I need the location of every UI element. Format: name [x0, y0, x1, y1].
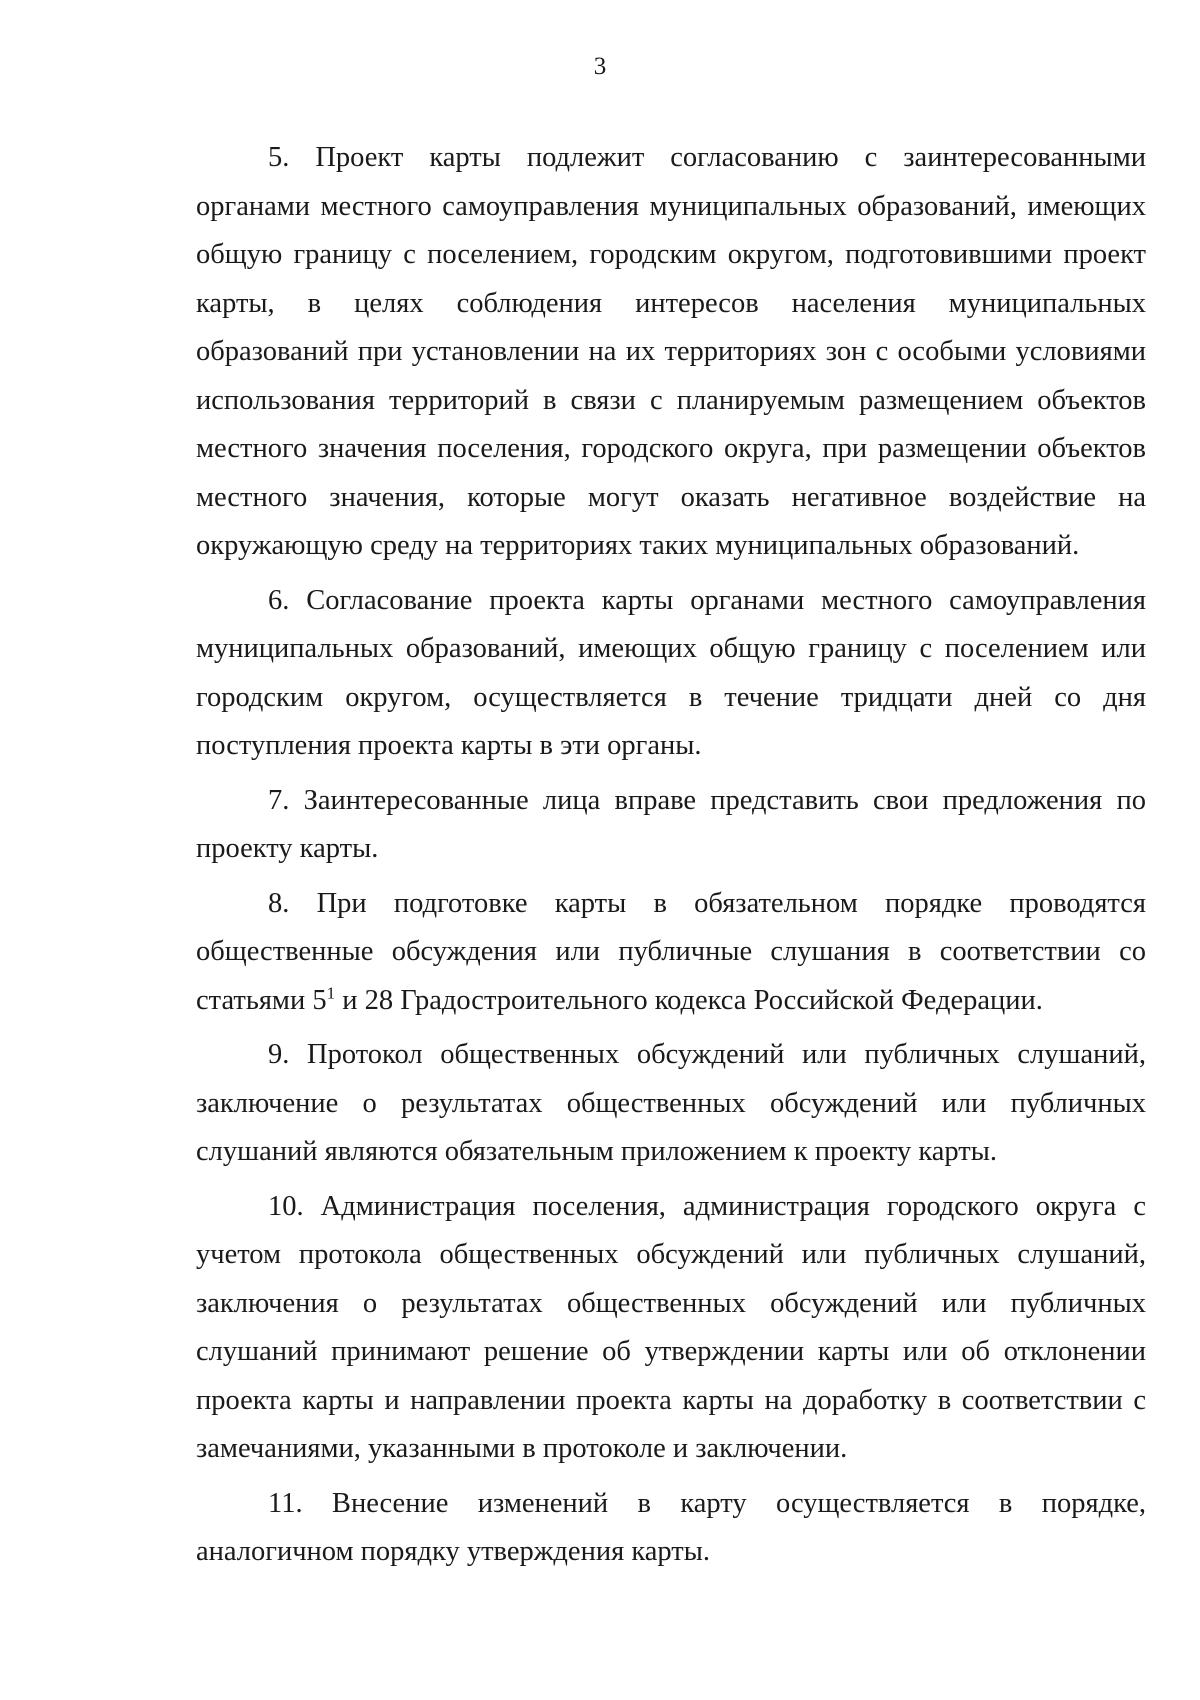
- paragraph-8: [196, 880, 1146, 1026]
- paragraph-11: 11. Внесение изменений в карту осуществляется в порядке, аналогичном порядку утверждения карты.: [196, 1487, 1146, 1567]
- paragraph-8-text-after: и 28 Градостроительного кодекса Российской Федерации.: [335, 984, 1043, 1016]
- paragraph-6: 6. Согласование проекта карты органами местного самоуправления муниципальных образований, имеющих общую границу с поселением или городским округом, осуществляется в течение тридцати дней со дня поступления проекта карты в эти органы.: [196, 584, 1146, 761]
- paragraph-8-text-before: 8. При подготовке карты в обязательном порядке проводятся общественные обсуждения или публичные слушания в соответствии со статьями 5: [196, 887, 1146, 1016]
- document-body: [196, 134, 1146, 1583]
- paragraph-9: 9. Протокол общественных обсуждений или публичных слушаний, заключение о результатах общественных обсуждений или публичных слушаний являются обязательным приложением к проекту карты.: [196, 1039, 1146, 1167]
- paragraph-7: 7. Заинтересованные лица вправе представить свои предложения по проекту карты.: [196, 784, 1146, 864]
- paragraph-10: 10. Администрация поселения, администрация городского округа с учетом протокола общественных обсуждений или публичных слушаний, заключения о результатах общественных обсуждений или публичных слушаний принимают решение об утверждении карты или об отклонении проекта карты и направлении проекта карты на доработку в соответствии с замечаниями, указанными в протоколе и заключении.: [196, 1190, 1146, 1464]
- superscript-article-index: 1: [326, 983, 336, 1002]
- page-number: 3: [593, 53, 607, 80]
- paragraph-5: 5. Проект карты подлежит согласованию с заинтересованными органами местного самоуправления муниципальных образований, имеющих общую границу с поселением, городским округом, подготовившими проект карты, в целях соблюдения интересов населения муниципальных образований при установлении на их территориях зон с особыми условиями использования территорий в связи с планируемым размещением объектов местного значения поселения, городского округа, при размещении объектов местного значения, которые могут оказать негативное воздействие на окружающую среду на территориях таких муниципальных образований.: [196, 142, 1146, 561]
